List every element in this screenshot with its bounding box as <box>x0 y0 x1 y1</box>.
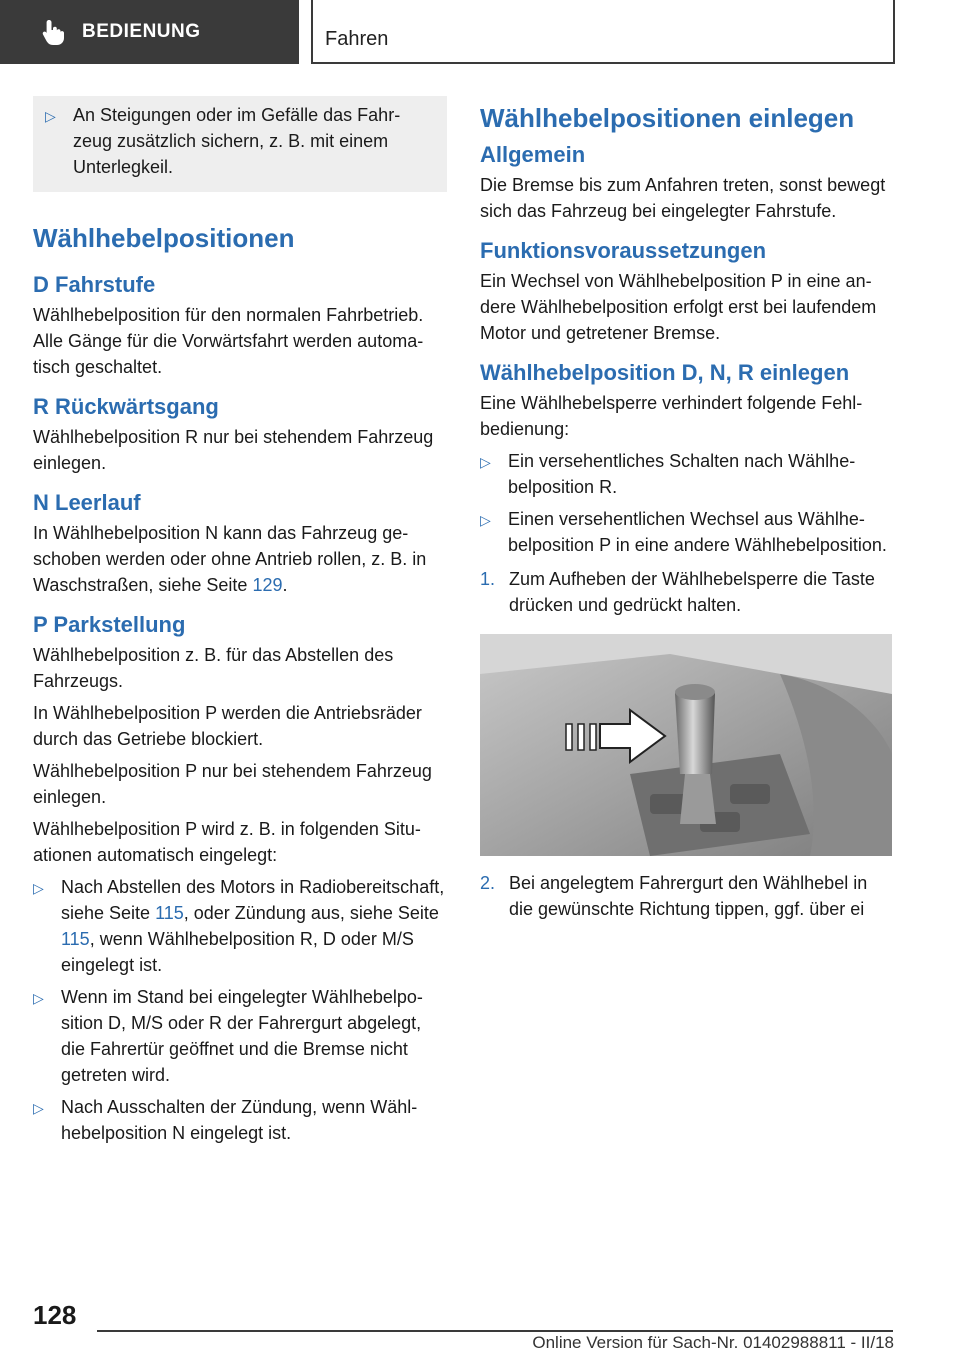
list-item <box>45 102 433 180</box>
list-item <box>33 1094 447 1146</box>
paragraph: Wählhebelposition P wird z. B. in folgenden Situationen automatisch eingelegt: <box>33 819 421 865</box>
subheading-r: R Rückwärtsgang <box>33 394 219 419</box>
left-column <box>33 96 447 1146</box>
footer-version-text: Online Version für Sach-Nr. 01402988811 - II/18 <box>532 1333 894 1352</box>
subheading-n: N Leerlauf <box>33 490 141 515</box>
triangle-bullet-icon: ▷ <box>45 108 56 124</box>
page-link[interactable]: 129 <box>252 575 283 595</box>
list-item <box>480 506 892 558</box>
section-title: Wählhebelpositionen einlegen <box>480 103 855 133</box>
step-item <box>480 566 892 618</box>
note-box <box>33 96 447 192</box>
subheading-p: P Parkstellung <box>33 612 186 637</box>
step-text: Zum Aufheben der Wählhebelsperre die Taste drücken und gedrückt halten. <box>509 569 875 615</box>
gear-selector-photo <box>480 634 892 856</box>
header-divider-right <box>893 0 895 64</box>
subheading-d: D Fahrstufe <box>33 272 156 297</box>
list-item <box>480 448 892 500</box>
list-item-text: Nach Ausschalten der Zündung, wenn Wählhebelposition N eingelegt ist. <box>61 1097 418 1143</box>
subheading-dnr: Wählhebelposition D, N, R einlegen <box>480 360 850 385</box>
list-item <box>33 984 447 1088</box>
list-item-text <box>61 874 447 978</box>
footer-divider <box>97 1330 893 1332</box>
list-text: Nach Abstellen des Motors in Radiobereitschaft, siehe Seite <box>61 877 445 923</box>
list-item <box>33 874 447 978</box>
triangle-bullet-icon: ▷ <box>480 512 491 528</box>
paragraph: Wählhebelposition P nur bei stehendem Fahrzeug einlegen. <box>33 761 432 807</box>
page-link[interactable]: 115 <box>61 929 90 949</box>
list-text: , oder Zündung aus, siehe Seite <box>183 903 439 923</box>
step-text: Bei angelegtem Fahrergurt den Wählhebel in die gewünschte Richtung tippen, ggf. über ei <box>509 873 868 919</box>
step-number: 1. <box>480 569 496 589</box>
list-text: , wenn Wählhebelposition R, D oder M/S eingelegt ist. <box>61 929 414 975</box>
page-number: 128 <box>33 1300 77 1330</box>
section-label: Fahren <box>325 28 389 50</box>
list-item-text: Einen versehentlichen Wechsel aus Wählhebelposition P in eine andere Wählhebelposition. <box>508 509 887 555</box>
paragraph-text: . <box>282 575 288 595</box>
paragraph: In Wählhebelposition P werden die Antriebsräder durch das Getriebe blockiert. <box>33 703 422 749</box>
triangle-bullet-icon: ▷ <box>480 454 491 470</box>
list-item-text: Ein versehentliches Schalten nach Wählhebelposition R. <box>508 451 856 497</box>
paragraph: Wählhebelposition für den normalen Fahrbetrieb. Alle Gänge für die Vorwärtsfahrt werden automatisch geschaltet. <box>33 305 424 377</box>
paragraph: Die Bremse bis zum Anfahren treten, sonst bewegt sich das Fahrzeug bei eingelegter Fahrstufe. <box>480 175 886 221</box>
triangle-bullet-icon: ▷ <box>33 1100 44 1116</box>
chapter-tab[interactable] <box>0 0 299 64</box>
paragraph: Wählhebelposition R nur bei stehendem Fahrzeug einlegen. <box>33 427 434 473</box>
header-divider-bottom <box>311 62 895 64</box>
paragraph: Wählhebelposition z. B. für das Abstellen des Fahrzeugs. <box>33 645 394 691</box>
triangle-bullet-icon: ▷ <box>33 990 44 1006</box>
triangle-bullet-icon: ▷ <box>33 880 44 896</box>
right-column <box>480 96 892 922</box>
list-item-text: Wenn im Stand bei eingelegter Wählhebelposition D, M/S oder R der Fahrergurt abgelegt, die Fahrertür geöffnet und die Bremse nicht getreten wird. <box>61 987 423 1085</box>
subheading-funktion: Funktionsvoraussetzungen <box>480 238 767 263</box>
paragraph <box>33 520 447 598</box>
chapter-label: BEDIENUNG <box>82 21 201 42</box>
paragraph: Ein Wechsel von Wählhebelposition P in eine andere Wählhebelposition erfolgt erst bei laufendem Motor und getretener Bremse. <box>480 271 877 343</box>
page-link[interactable]: 115 <box>155 903 184 923</box>
step-number: 2. <box>480 873 496 893</box>
hand-pointer-icon <box>38 17 68 47</box>
section-title: Wählhebelpositionen <box>33 223 295 253</box>
subheading-allgemein: Allgemein <box>480 142 586 167</box>
paragraph-text: In Wählhebelposition N kann das Fahrzeug geschoben werden oder ohne Antrieb rollen, z. B. in Waschstraßen, siehe Seite <box>33 523 427 595</box>
list-item-text: An Steigungen oder im Gefälle das Fahrzeug zusätzlich sichern, z. B. mit einem Unterlegkeil. <box>73 105 401 177</box>
step-item <box>480 870 892 922</box>
paragraph: Eine Wählhebelsperre verhindert folgende Fehlbedienung: <box>480 393 863 439</box>
header-divider-left <box>311 0 313 64</box>
